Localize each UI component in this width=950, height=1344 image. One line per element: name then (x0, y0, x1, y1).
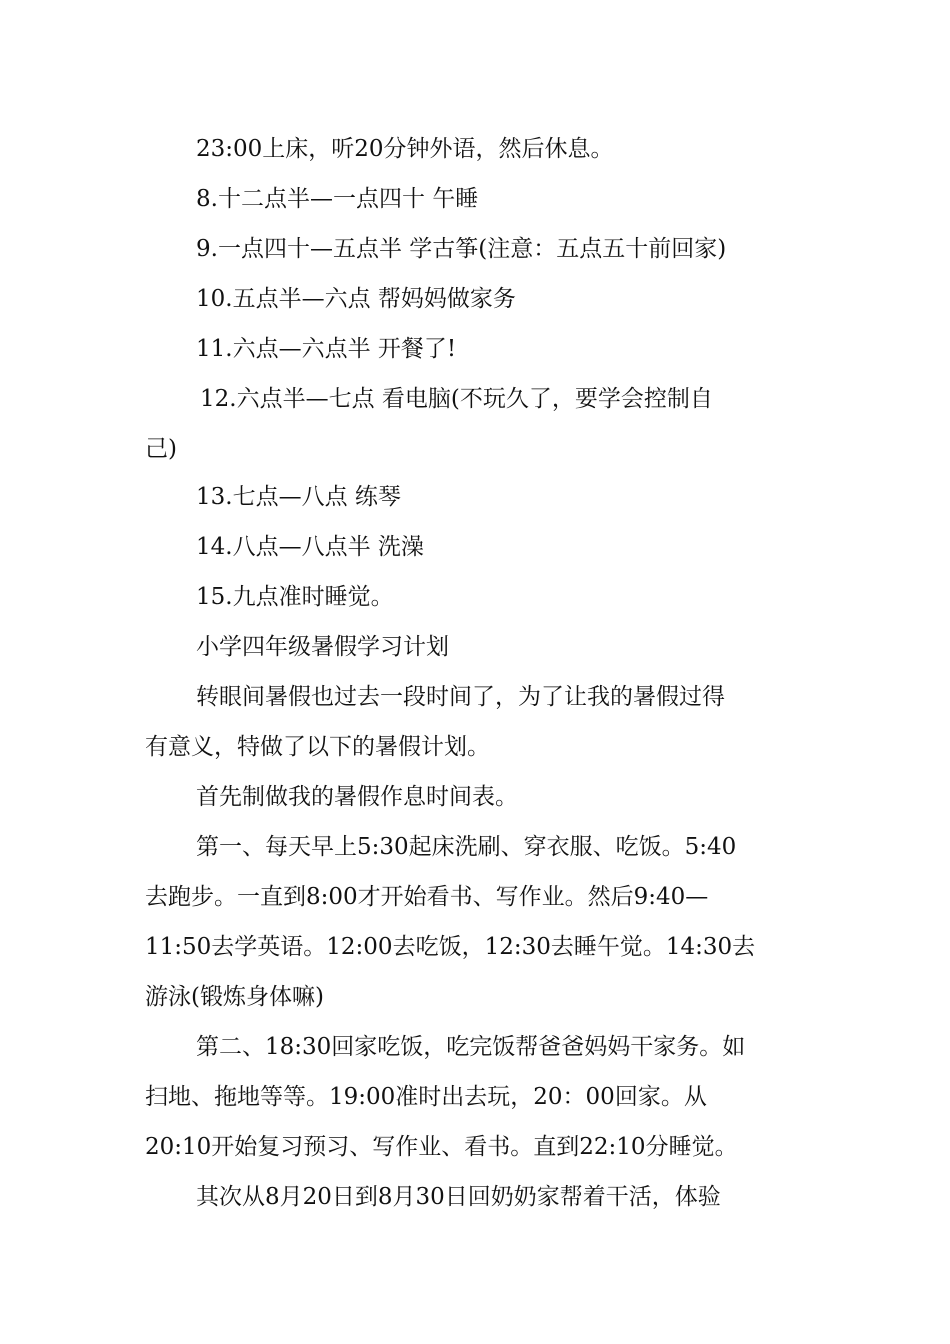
text-line: 23:00上床，听20分钟外语，然后休息。 (196, 136, 614, 162)
schedule-item: 15.九点准时睡觉。 (196, 584, 394, 610)
paragraph-line: 20:10开始复习预习、写作业、看书。直到22:10分睡觉。 (145, 1134, 738, 1160)
paragraph-line: 去跑步。一直到8:00才开始看书、写作业。然后9:40— (145, 884, 709, 910)
paragraph-line: 第一、每天早上5:30起床洗刷、穿衣服、吃饭。5:40 (196, 834, 737, 860)
schedule-item: 11.六点—六点半 开餐了! (196, 336, 457, 362)
paragraph-line: 11:50去学英语。12:00去吃饭，12:30去睡午觉。14:30去 (145, 934, 756, 960)
schedule-item: 9.一点四十—五点半 学古筝(注意：五点五十前回家) (196, 236, 727, 262)
schedule-item: 14.八点—八点半 洗澡 (196, 534, 424, 560)
schedule-item: 13.七点—八点 练琴 (196, 484, 401, 510)
schedule-item: 8.十二点半—一点四十 午睡 (196, 186, 479, 212)
schedule-item-continuation: 己) (145, 436, 177, 462)
paragraph-line: 其次从8月20日到8月30日回奶奶家帮着干活，体验 (196, 1184, 721, 1210)
schedule-item: 10.五点半—六点 帮妈妈做家务 (196, 286, 516, 312)
paragraph-line: 扫地、拖地等等。19:00准时出去玩，20：00回家。从 (145, 1084, 707, 1110)
schedule-item: 12.六点半—七点 看电脑(不玩久了，要学会控制自 (200, 386, 713, 412)
paragraph-line: 游泳(锻炼身体嘛) (145, 984, 324, 1010)
paragraph-line: 首先制做我的暑假作息时间表。 (196, 784, 518, 810)
paragraph-line: 第二、18:30回家吃饭，吃完饭帮爸爸妈妈干家务。如 (196, 1034, 746, 1060)
section-title: 小学四年级暑假学习计划 (196, 634, 449, 660)
paragraph-line: 有意义，特做了以下的暑假计划。 (145, 734, 490, 760)
paragraph-line: 转眼间暑假也过去一段时间了，为了让我的暑假过得 (196, 684, 725, 710)
